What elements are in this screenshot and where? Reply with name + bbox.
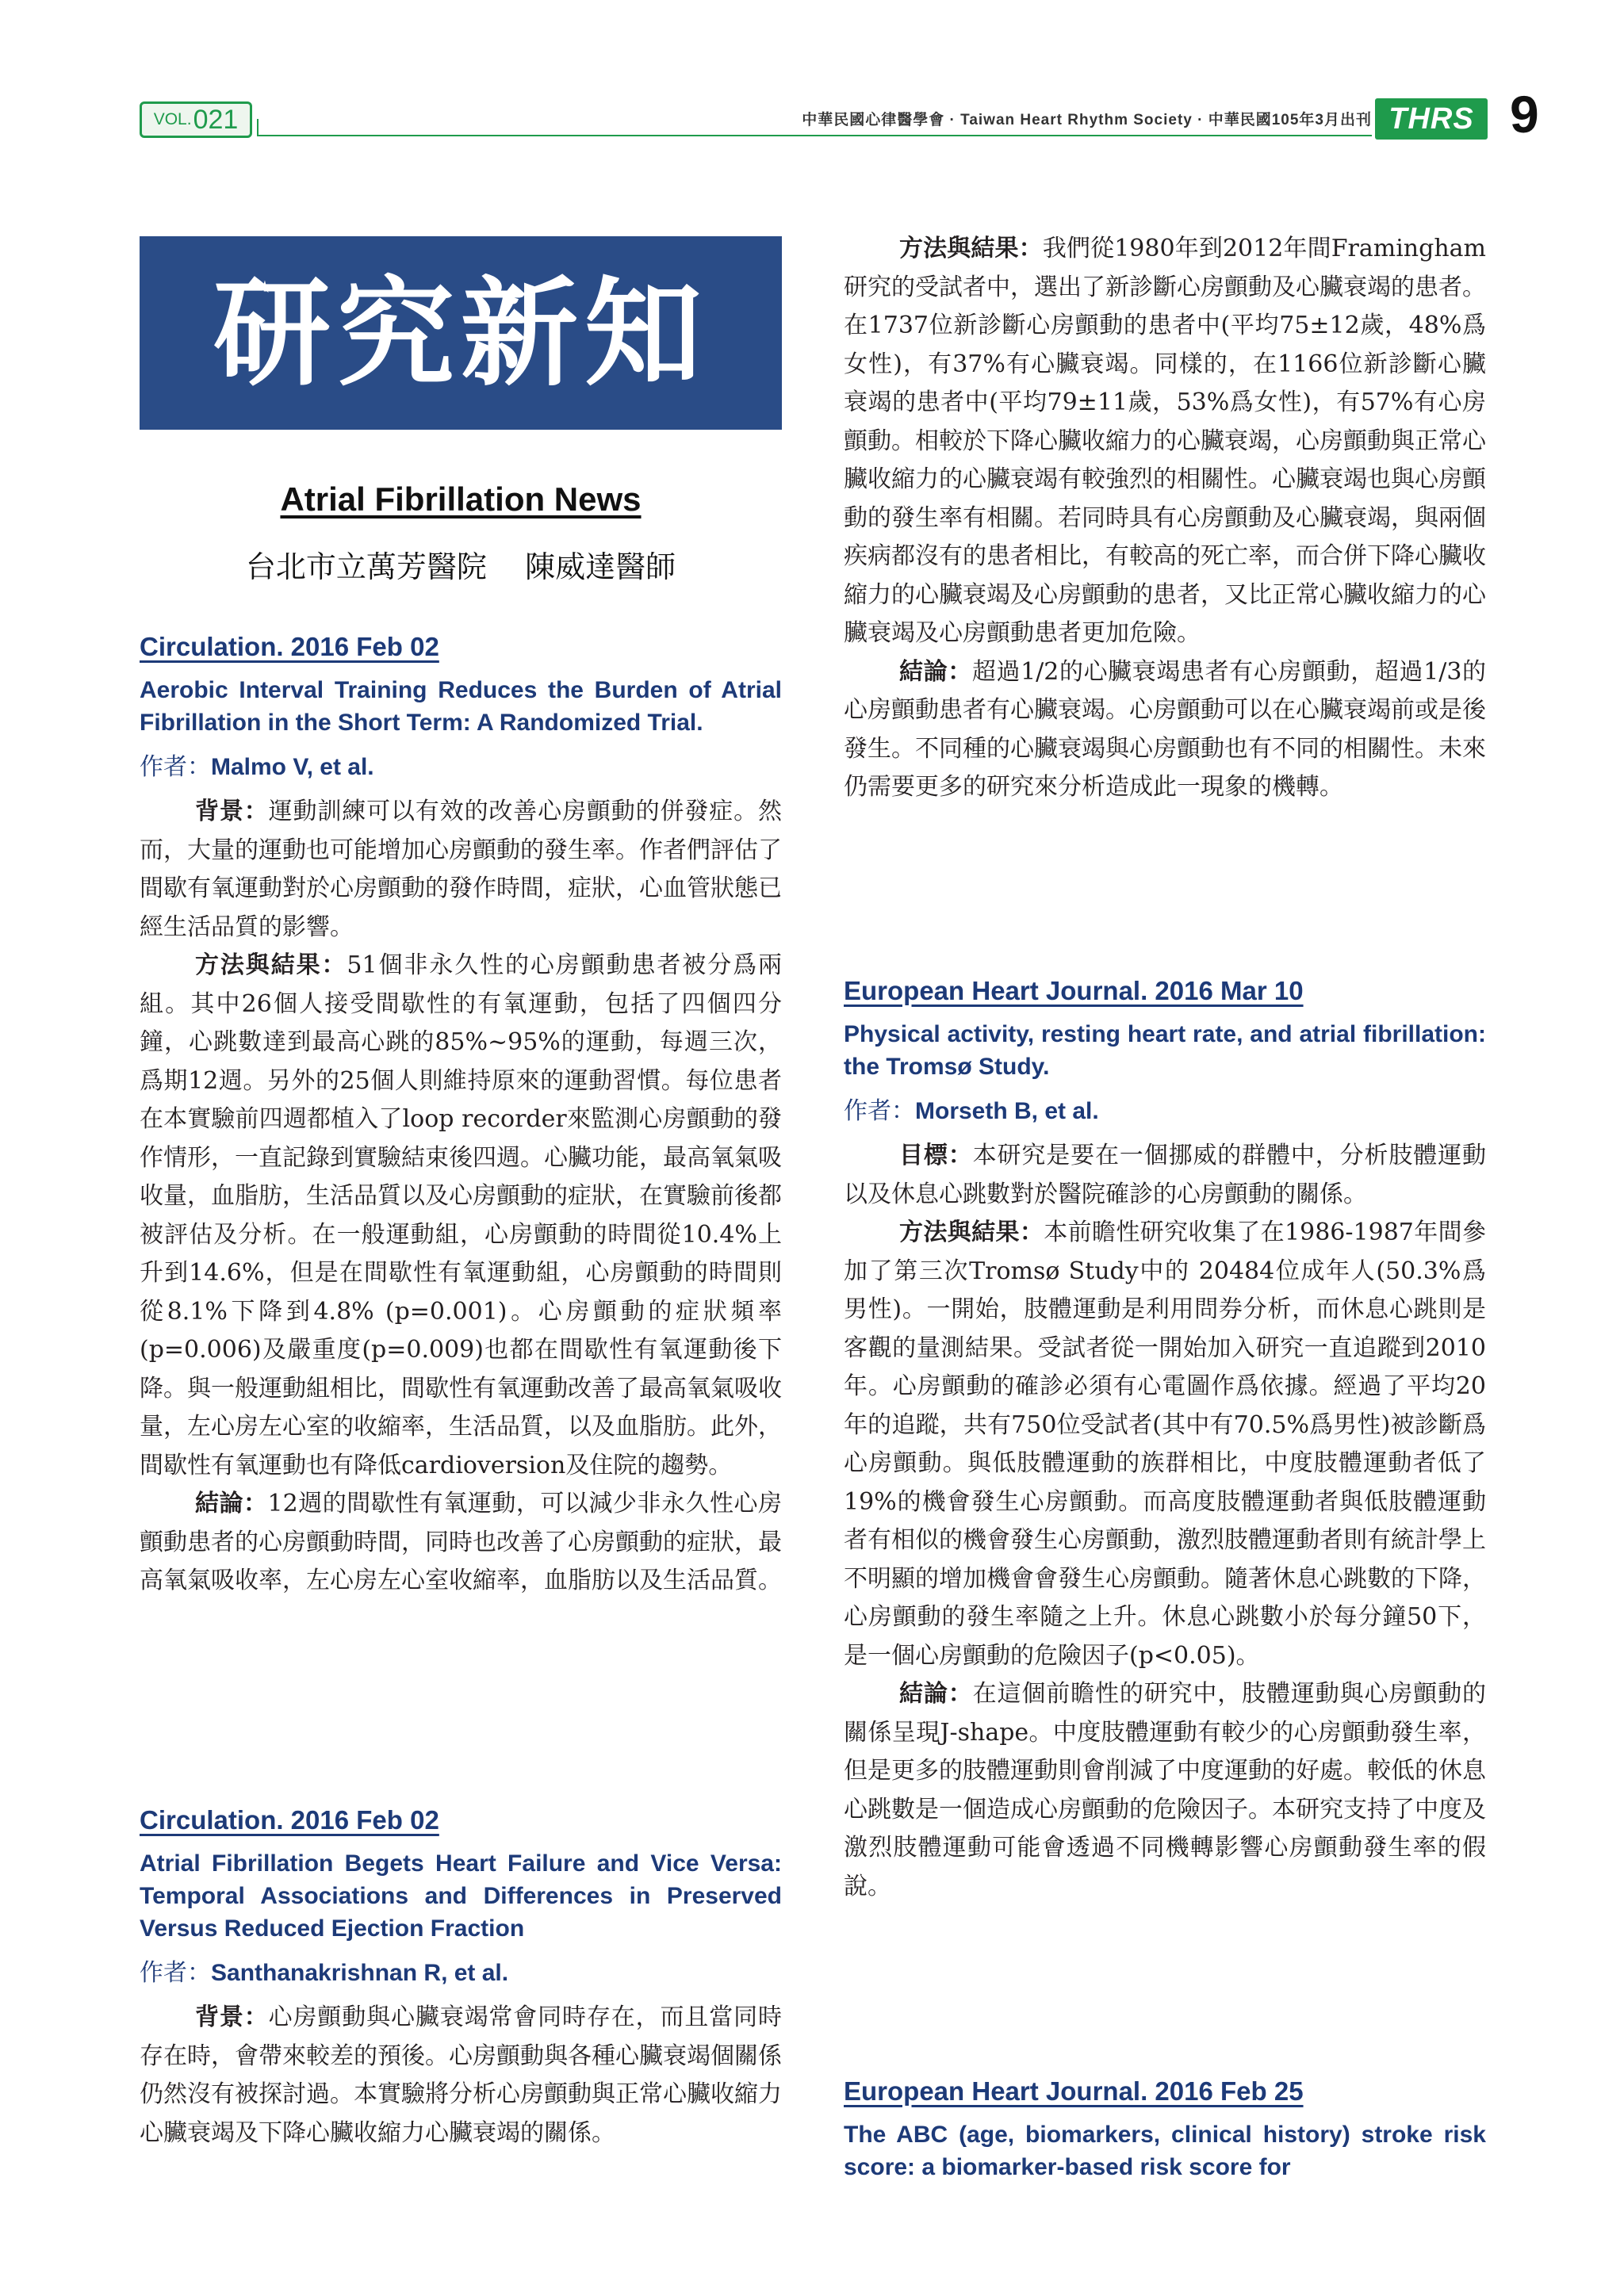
authors-label: 作者：	[140, 1959, 211, 1987]
paragraph-text: 12週的間歇性有氧運動，可以減少非永久性心房顫動患者的心房顫動時間，同時也改善了心房顫動的症狀，最高氧氣吸收率，左心房左心室收縮率，血脂肪以及生活品質。	[140, 1490, 782, 1594]
thrs-logo-text: THRS	[1388, 101, 1474, 136]
article-paragraph	[844, 1675, 1486, 1906]
paragraph-text: 在這個前瞻性的研究中，肢體運動與心房顫動的關係呈現J-shape。中度肢體運動有較少的心房顫動發生率，但是更多的肢體運動則會削減了中度運動的好處。較低的休息心跳數是一個造成心房顫動的危險因子。本研究支持了中度及激烈肢體運動可能會透過不同機轉影響心房顫動發生率的假說。	[844, 1680, 1487, 1900]
article-paragraph	[844, 1137, 1486, 1214]
article-2	[140, 1804, 782, 2152]
paragraph-label: 方法與結果：	[899, 1219, 1044, 1246]
article-paragraph	[140, 947, 782, 1485]
paragraph-label: 背景：	[195, 2003, 269, 2031]
article-paragraph	[140, 1999, 782, 2152]
article-title: The ABC (age, biomarkers, clinical history) stroke risk score: a biomarker-based risk score for	[844, 2122, 1486, 2180]
authors-names: Malmo V, et al.	[211, 754, 374, 780]
section-banner	[140, 236, 782, 430]
column-title: Atrial Fibrillation News	[280, 480, 642, 518]
paragraph-text: 運動訓練可以有效的改善心房顫動的併發症。然而，大量的運動也可能增加心房顫動的發生率。作者們評估了間歇有氧運動對於心房顫動的發作時間，症狀，心血管狀態已經生活品質的影響。	[140, 798, 783, 941]
article-paragraph	[844, 1214, 1486, 1675]
article-paragraph	[140, 1485, 782, 1601]
paragraph-text: 本研究是要在一個挪威的群體中，分析肢體運動以及休息心跳數對於醫院確診的心房顫動的關係。	[844, 1142, 1487, 1208]
authors-names: Santhanakrishnan R, et al.	[211, 1960, 509, 1986]
article-2-continued	[844, 230, 1486, 807]
column-author: 台北市立萬芳醫院 陳威達醫師	[245, 549, 676, 584]
article-journal: Circulation. 2016 Feb 02	[140, 632, 439, 661]
paragraph-label: 方法與結果：	[195, 951, 347, 979]
article-paragraph	[140, 793, 782, 947]
paragraph-label: 背景：	[195, 798, 269, 825]
article-title: Atrial Fibrillation Begets Heart Failure and Vice Versa: Temporal Associations and Differences in Preserved Versus Reduced Ejection Fraction	[140, 1850, 782, 1942]
paragraph-text: 我們從1980年到2012年間Framingham研究的受試者中，選出了新診斷心房顫動及心臟衰竭的患者。在1737位新診斷心房顫動的患者中(平均75±12歲，48%爲女性)，有37%有心臟衰竭。同樣的，在1166位新診斷心臟衰竭的患者中(平均79±11歲，53%爲女性)，有57%有心房顫動。相較於下降心臟收縮力的心臟衰竭，心房顫動與正常心臟收縮力的心臟衰竭有較強烈的相關性。心臟衰竭也與心房顫動的發生率有相關。若同時具有心房顫動及心臟衰竭，與兩個疾病都沒有的患者相比，有較高的死亡率，而合併下降心臟收縮力的心臟衰竭及心房顫動的患者，又比正常心臟收縮力的心臟衰竭及心房顫動患者更加危險。	[844, 235, 1486, 647]
volume-number: 021	[193, 104, 239, 135]
article-authors	[140, 752, 782, 783]
article-paragraph	[844, 230, 1486, 653]
article-3	[844, 975, 1486, 1906]
paragraph-label: 結論：	[899, 657, 972, 686]
article-journal: European Heart Journal. 2016 Feb 25	[844, 2076, 1304, 2106]
paragraph-text: 超過1/2的心臟衰竭患者有心房顫動，超過1/3的心房顫動患者有心臟衰竭。心房顫動可以在心臟衰竭前或是後發生。不同種的心臟衰竭與心房顫動也有不同的相關性。未來仍需要更多的研究來分析造成此一現象的機轉。	[844, 657, 1487, 801]
authors-names: Morseth B, et al.	[915, 1098, 1099, 1124]
header-rule	[257, 135, 1372, 136]
paragraph-text: 本前瞻性研究收集了在1986-1987年間參加了第三次Tromsø Study中的 20484位成年人(50.3%爲男性)。一開始，肢體運動是利用問券分析，而休息心跳則是客觀的量測結果。受試者從一開始加入研究一直追蹤到2010年。心房顫動的確診必須有心電圖作爲依據。經過了平均20年的追蹤，共有750位受試者(其中有70.5%爲男性)被診斷爲心房顫動。與低肢體運動的族群相比，中度肢體運動者低了19%的機會發生心房顫動。而高度肢體運動者與低肢體運動者有相似的機會發生心房顫動，激烈肢體運動者則有統計學上不明顯的增加機會會發生心房顫動。隨著休息心跳數的下降，心房顫動的發生率隨之上升。休息心跳數小於每分鐘50下，是一個心房顫動的危險因子(p<0.05)。	[844, 1219, 1486, 1670]
paragraph-label: 結論：	[195, 1490, 268, 1517]
paragraph-label: 方法與結果：	[899, 235, 1043, 262]
article-4	[844, 2076, 1486, 2183]
section-banner-title: 研究新知	[213, 264, 708, 402]
header-divider-tick	[257, 119, 259, 136]
article-authors	[844, 1096, 1486, 1127]
paragraph-text: 51個非永久性的心房顫動患者被分爲兩組。其中26個人接受間歇性的有氧運動，包括了四個四分鐘，心跳數達到最高心跳的85%~95%的運動，每週三次，爲期12週。另外的25個人則維持原來的運動習慣。每位患者在本實驗前四週都植入了loop recorder來監測心房顫動的發作情形，一直記錄到實驗結束後四週。心臟功能，最高氧氣吸收量，血脂肪，生活品質以及心房顫動的症狀，在實驗前後都被評估及分析。在一般運動組，心房顫動的時間從10.4%上升到14.6%，但是在間歇性有氧運動組，心房顫動的時間則從8.1%下降到4.8% (p=0.001)。心房顫動的症狀頻率(p=0.006)及嚴重度(p=0.009)也都在間歇性有氧運動後下降。與一般運動組相比，間歇性有氧運動改善了最高氧氣吸收量，左心房左心室的收縮率，生活品質，以及血脂肪。此外，間歇性有氧運動也有降低cardioversion及住院的趨勢。	[140, 951, 782, 1479]
volume-badge	[140, 101, 252, 138]
article-title: Physical activity, resting heart rate, and atrial fibrillation: the Tromsø Study.	[844, 1021, 1486, 1080]
masthead-text: 中華民國心律醫學會 · Taiwan Heart Rhythm Society · 中華民國105年3月出刊	[802, 112, 1372, 128]
article-journal: Circulation. 2016 Feb 02	[140, 1805, 439, 1835]
article-1	[140, 631, 782, 1601]
article-authors	[140, 1957, 782, 1989]
authors-label: 作者：	[844, 1097, 915, 1125]
thrs-logo	[1375, 98, 1488, 140]
article-paragraph	[844, 653, 1486, 807]
paragraph-label: 目標：	[899, 1142, 973, 1169]
paragraph-label: 結論：	[899, 1680, 973, 1708]
page-number: 9	[1510, 85, 1539, 144]
article-title: Aerobic Interval Training Reduces the Burden of Atrial Fibrillation in the Short Term: A Randomized Trial.	[140, 677, 782, 736]
authors-label: 作者：	[140, 753, 211, 781]
volume-prefix: VOL.	[153, 110, 192, 128]
article-journal: European Heart Journal. 2016 Mar 10	[844, 976, 1304, 1005]
paragraph-text: 心房顫動與心臟衰竭常會同時存在，而且當同時存在時，會帶來較差的預後。心房顫動與各種心臟衰竭個關係仍然沒有被探討過。本實驗將分析心房顫動與正常心臟收縮力心臟衰竭及下降心臟收縮力心臟衰竭的關係。	[140, 2003, 783, 2147]
